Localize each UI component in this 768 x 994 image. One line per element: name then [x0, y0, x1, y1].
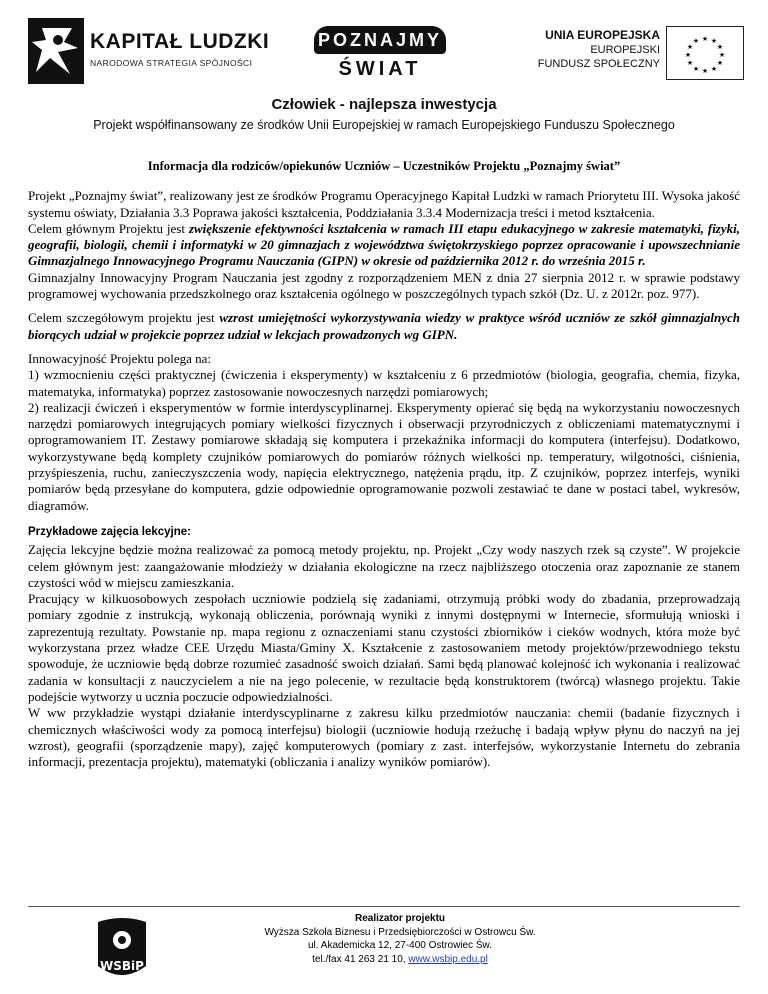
poznajmy-swiat-logo-bottom: ŚWIAT: [338, 58, 422, 80]
svg-text:★: ★: [686, 59, 694, 67]
footer-title: Realizator projektu: [354, 913, 446, 924]
main-goal-lead: Celem głównym Projektu jest: [28, 220, 189, 236]
footer-line-address: ul. Akademicka 12, 27-400 Ostrowiec Św.: [308, 940, 492, 951]
svg-text:★: ★: [710, 37, 718, 45]
svg-text:★: ★: [692, 37, 700, 45]
eu-flag-icon: [666, 26, 744, 80]
svg-text:★: ★: [701, 35, 709, 43]
paragraph-example-project: Zajęcia lekcyjne będzie można realizować za pomocą metody projektu, np. Projekt „Czy wody naszych rzek są czyste”. W projekcie celem głównym jest: zaangażowanie młodzieży w działania ekologiczne na rzecz najbliższego otoczenia oraz zapoznanie ze stanem czystości wód w miejscu zamieszkania.: [28, 542, 740, 590]
paragraph-project-intro: Projekt „Poznajmy świat”, realizowany jest ze środków Programu Operacyjnego Kapitał Ludzki w ramach Priorytetu III. Wysoka jakość systemu oświaty, Działania 3.3 Poprawa jakości kształcenia, Poddziałania 3.3.4 Modernizacja treści i metod kształcenia.: [28, 188, 740, 220]
document-heading: Informacja dla rodziców/opiekunów Uczniów – Uczestników Projektu „Poznajmy świat”: [147, 159, 621, 173]
eu-logo-line2: EUROPEJSKI: [590, 44, 660, 56]
footer-phone: tel./fax 41 263 21 10,: [312, 953, 409, 965]
paragraph-interdisciplinary: W ww przykładzie wystąpi działanie interdyscyplinarne z zakresu kilku przedmiotów nauczania: chemii (badanie fizycznych i chemicznych właściwości wody za pomocą interfejsu) biologii (uczniowie hodują rzeżuchę i badają wpływ płynu do naczyń na jej wzrost), geografii (sporządzenie mapy), zajęć komputerowych (pomiary z zast. interfejsów, wykorzystanie Internetu do zebrania informacji, prezentacja projektu), matematyki (obliczania i analizy wyników pomiarów).: [28, 705, 740, 770]
cofinancing-note: Projekt współfinansowany ze środków Unii Europejskiej w ramach Europejskiego Funduszu Społecznego: [93, 118, 675, 132]
specific-goal-lead: Celem szczegółowym projektu jest: [28, 310, 220, 326]
paragraph-specific-goal: [28, 310, 740, 343]
wsbip-logo: [92, 914, 152, 984]
svg-text:★: ★: [710, 65, 718, 73]
svg-text:★: ★: [686, 43, 694, 51]
main-goal-emphasis: zwiększenie efektywności kształcenia w ramach III etapu edukacyjnego w zakresie matematyki, fizyki, geografii, biologii, chemii i informatyki w 20 gimnazjach z województwa świętokrzyskiego poprzez opracowanie i upowszechnianie Gimnazjalnego Innowacyjnego Programu Nauczania (GIPN) w okresie od października 2012 r. do września 2015 r.: [28, 220, 740, 269]
svg-text:★: ★: [684, 51, 692, 59]
eu-logo: [522, 26, 744, 82]
paragraph-teamwork: Pracujący w kilkuosobowych zespołach uczniowie podzielą się zadaniami, otrzymują próbki wody do zbadania, przeprowadzają pomiary zgodnie z instrukcją, wykonają obliczenia, porównają wyniki z innymi dostępnymi w Internecie, sformułują wnioski i zaprezentują rezultaty. Powstanie np. mapa regionu z oznaczeniami stanu czystości zbiorników i cieków wodnych, która może być wykorzystana przez władze CEE Urzędu Miasta/Gminy X. Kształcenie z zastosowaniem metody projektów/przewodniego tekstu spowoduje, że uczniowie będą dobrze rozumieć zasadność swoich działań. Sami będą planować kolejność ich wykonania i realizować zadania w konsultacji z nauczycielem a nie na jego polecenie, w rezultacie będą konstruktorem (twórcą) własnego projektu. Takie podejście wytworzy u ucznia poczucie odpowiedzialności.: [28, 591, 740, 704]
svg-text:★: ★: [716, 59, 724, 67]
specific-goal-emphasis: wzrost umiejętności wykorzystywania wiedzy w praktyce wśród uczniów ze szkół gimnazjalnych biorących udział w projekcie poprzez udział w lekcjach prowadzonych wg GIPN.: [28, 310, 740, 342]
paragraph-main-goal: [28, 221, 740, 270]
paragraph-gipn-compliance: Gimnazjalny Innowacyjny Program Nauczania jest zgodny z rozporządzeniem MEN z dnia 27 sierpnia 2012 r. w sprawie podstawy programowej wychowania przedszkolnego oraz kształcenia ogólnego w poszczególnych typach szkół (Dz. U. z 2012r. poz. 977).: [28, 269, 740, 302]
paragraph-innovation-2: 2) realizacji ćwiczeń i eksperymentów w formie interdyscyplinarnej. Eksperymenty opierać się będą na wykorzystaniu nowoczesnych narzędzi pomiarowych integrujących pomiary wielkości fizycznych i obserwacji przyrodniczych z obliczeniami matematycznymi i oprogramowaniem IT. Zestawy pomiarowe składają się komputera i przekaźnika informacji do komputera (interfejsu). Dodatkowo, wykorzystywane będą komplety czujników pomiarowych do pomiarów różnych wielkości np. temperatury, wilgotności, ciśnienia, przyśpieszenia, ruchu, zanieczyszczenia wody, napięcia elektrycznego, natężenia prądu, itp. Z czujników, poprzez interfejs, wyniki pomiarów będą przesyłane do komputera, gdzie odpowiednie oprogramowanie pozwoli zestawiać te dane w postaci tabel, wykresów, diagramów.: [28, 399, 740, 513]
footer-line-institution: Wyższa Szkoła Biznesu i Przedsiębiorczości w Ostrowcu Św.: [264, 926, 536, 938]
kapital-ludzki-logo: [28, 18, 288, 88]
document-body: [28, 152, 740, 770]
eu-logo-line1: UNIA EUROPEJSKA: [545, 28, 660, 42]
kapital-ludzki-emblem-icon: [28, 18, 84, 84]
poznajmy-swiat-logo: [308, 22, 458, 88]
footer-contact: [220, 912, 580, 966]
motto: Człowiek - najlepsza inwestycja: [271, 96, 497, 113]
kapital-ludzki-title: KAPITAŁ LUDZKI: [90, 30, 270, 53]
kapital-ludzki-subtitle: NARODOWA STRATEGIA SPÓJNOŚCI: [90, 58, 253, 68]
wsbip-logo-text: WSBiP: [100, 959, 144, 973]
footer-divider: [28, 906, 740, 907]
paragraph-innovation-intro: Innowacyjność Projektu polega na:: [28, 350, 212, 366]
svg-text:★: ★: [692, 65, 700, 73]
website-link[interactable]: www.wsbip.edu.pl: [408, 953, 488, 965]
example-lessons-subheading: Przykładowe zajęcia lekcyjne:: [28, 525, 192, 538]
footer-line-contact: [220, 953, 580, 967]
svg-text:★: ★: [716, 43, 724, 51]
paragraph-innovation-1: 1) wzmocnieniu części praktycznej (ćwiczenia i eksperymenty) w kształceniu z 6 przedmiotów (biologia, geografia, chemia, fizyka, matematyka, informatyka) poprzez zastosowanie nowoczesnych narzędzi pomiarowych;: [28, 367, 740, 399]
svg-text:★: ★: [718, 51, 726, 59]
svg-text:★: ★: [701, 67, 709, 75]
poznajmy-swiat-logo-top: POZNAJMY: [314, 26, 446, 54]
eu-logo-line3: FUNDUSZ SPOŁECZNY: [537, 58, 660, 70]
